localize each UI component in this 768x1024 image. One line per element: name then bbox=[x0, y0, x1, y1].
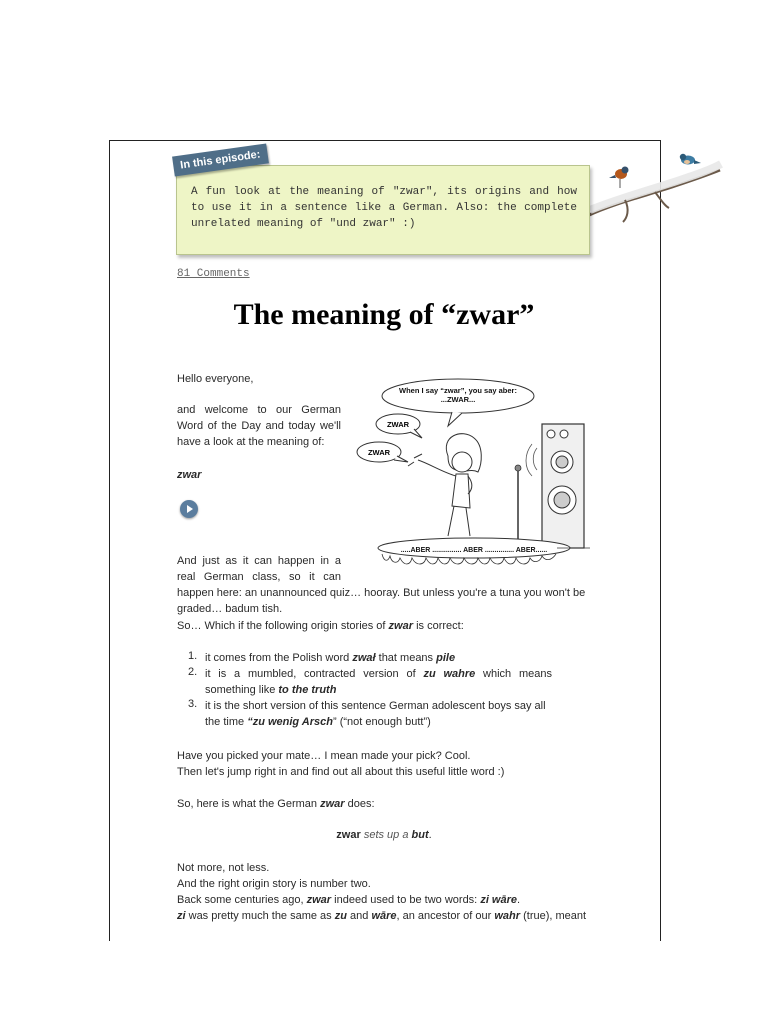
stage-text: .....ABER ............... ABER ............... ABER...... bbox=[400, 547, 548, 554]
quiz-line: real German class, so it can bbox=[177, 571, 341, 583]
episode-tag: In this episode: bbox=[172, 144, 269, 177]
paragraph-line: Not more, not less. bbox=[177, 862, 270, 874]
list-item-cont: something like to the truth bbox=[205, 684, 337, 696]
speech-bubble-text: ZWAR bbox=[367, 448, 391, 457]
speech-bubble-text: ...ZWAR... bbox=[440, 395, 476, 404]
paragraph-line: zi was pretty much the same as zu and wāre, an ancestor of our wahr (true), meant bbox=[177, 910, 587, 922]
page-title: The meaning of “zwar” bbox=[233, 298, 535, 331]
quiz-question: So… Which if the following origin stories of zwar is correct: bbox=[177, 620, 464, 632]
intro-line: have a look at the meaning of: bbox=[177, 436, 325, 448]
quiz-line: And just as it can happen in a bbox=[177, 555, 341, 567]
rule-statement: zwar sets up a but. bbox=[336, 829, 432, 841]
greeting: Hello everyone, bbox=[177, 373, 254, 385]
list-item-cont: the time “zu wenig Arsch” (“not enough butt”) bbox=[205, 716, 431, 728]
paragraph-line: So, here is what the German zwar does: bbox=[177, 798, 375, 810]
speech-bubble-text: When I say “zwar”, you say aber: bbox=[399, 386, 517, 395]
episode-summary-text: A fun look at the meaning of "zwar", its origins and how to use it in a sentence like a German. Also: the complete unrelated meaning of "und zwar" :) bbox=[191, 186, 577, 230]
bird-icon bbox=[680, 154, 701, 165]
speech-bubble-text: ZWAR bbox=[386, 420, 410, 429]
featured-word: zwar bbox=[177, 469, 202, 481]
intro-line: and welcome to our German bbox=[177, 404, 341, 416]
quiz-line: happen here: an unannounced quiz… hooray. But unless you're a tuna you won't be bbox=[177, 587, 586, 599]
quiz-line: graded… badum tish. bbox=[177, 603, 283, 615]
paragraph-line: Back some centuries ago, zwar indeed used to be two words: zi wāre. bbox=[177, 894, 521, 906]
comments-link[interactable]: 81 Comments bbox=[177, 268, 250, 280]
list-item: it is a mumbled, contracted version of zu wahre which means bbox=[205, 668, 552, 680]
karaoke-illustration bbox=[352, 376, 594, 572]
speaker-icon bbox=[526, 424, 584, 548]
list-number: 2. bbox=[188, 666, 198, 678]
paragraph-line: Then let's jump right in and find out all about this useful little word :) bbox=[177, 766, 505, 778]
list-number: 3. bbox=[188, 698, 198, 710]
singer-figure bbox=[408, 434, 481, 536]
intro-line: Word of the Day and today we'll bbox=[177, 420, 341, 432]
paragraph-line: Have you picked your mate… I mean made your pick? Cool. bbox=[177, 750, 471, 762]
paragraph-line: And the right origin story is number two. bbox=[177, 878, 371, 890]
bird-icon bbox=[609, 167, 629, 189]
audio-play-button[interactable] bbox=[180, 500, 198, 518]
list-item: it is the short version of this sentence German adolescent boys say all bbox=[205, 700, 546, 712]
branch-illustration bbox=[585, 148, 725, 228]
list-number: 1. bbox=[188, 650, 198, 662]
list-item: it comes from the Polish word zwał that means pile bbox=[205, 652, 456, 664]
